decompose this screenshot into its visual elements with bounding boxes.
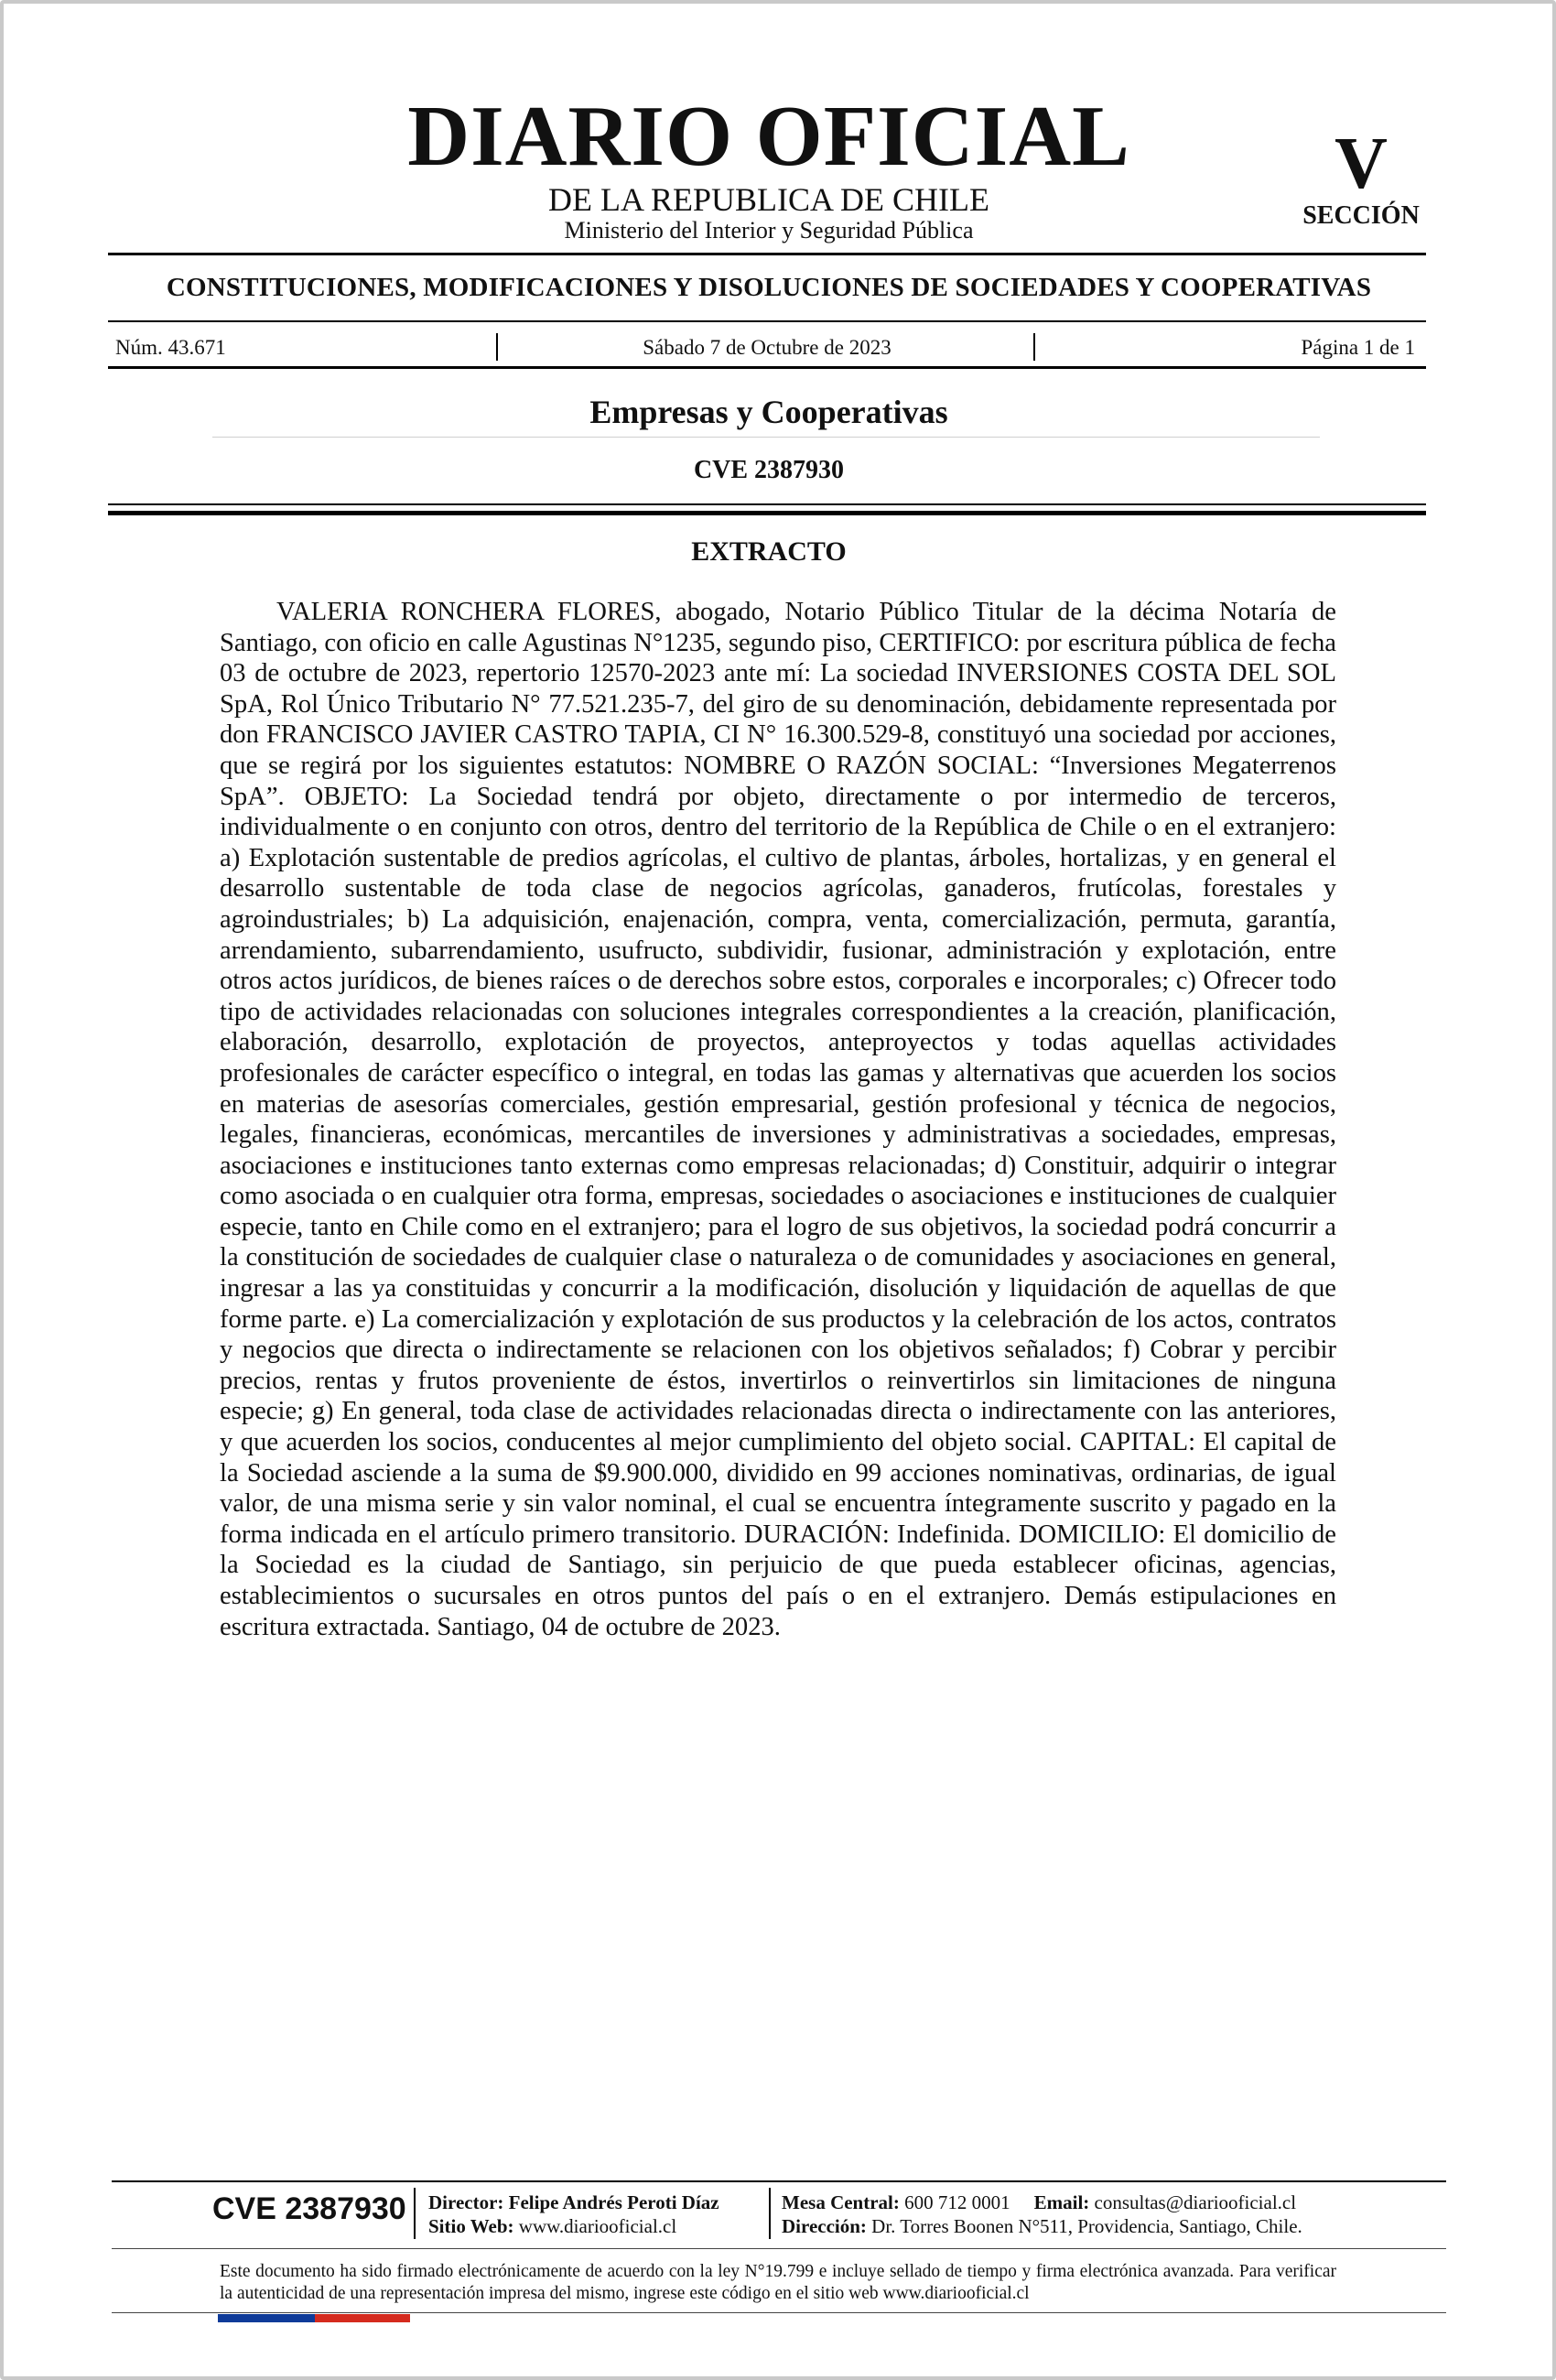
cve-code: CVE 2387930 xyxy=(693,456,845,484)
website-link[interactable]: www.diariooficial.cl xyxy=(518,2215,677,2237)
heading-underline xyxy=(212,437,1320,438)
phone-label: Mesa Central: xyxy=(782,2191,900,2213)
double-rule-bottom xyxy=(108,511,1426,515)
footer-director xyxy=(428,2193,719,2212)
category-rule xyxy=(108,320,1426,322)
double-rule-top xyxy=(108,503,1426,505)
legal-notice: Este documento ha sido firmado electrónicamente de acuerdo con la ley N°19.799 e incluye sellado de tiempo y firma electrónica avanzada. Para verificar la autenticidad de una representación impresa del mismo, ingrese este código en el sitio web www.diariooficial.cl xyxy=(220,2262,1336,2303)
newspaper-title: DIARIO OFICIAL xyxy=(407,89,1130,184)
footer-divider xyxy=(414,2188,416,2239)
address-value: Dr. Torres Boonen N°511, Providencia, Santiago, Chile. xyxy=(871,2215,1302,2237)
document-body: VALERIA RONCHERA FLORES, abogado, Notario Público Titular de la décima Notaría de Santiago, con oficio en calle Agustinas N°1235, segundo piso, CERTIFICO: por escritura pública de fecha 03 de octubre de 2023, repertorio 12570-2023 ante mí: La sociedad INVERSIONES COSTA DEL SOL SpA, Rol Único Tributario N° 77.521.235-7, del giro de su denominación, debidamente representada por don FRANCISCO JAVIER CASTRO TAPIA, CI N° 16.300.529-8, constituyó una sociedad por acciones, que se regirá por los siguientes estatutos: NOMBRE O RAZÓN SOCIAL: “Inversiones Megaterrenos SpA”. OBJETO: La Sociedad tendrá por objeto, directamente o por intermedio de terceros, individualmente o en conjunto con otros, dentro del territorio de la República de Chile o en el extranjero: a) Explotación sustentable de predios agrícolas, el cultivo de plantas, árboles, hortalizas, y en general el desarrollo sustentable de toda clase de negocios agrícolas, ganaderos, frutícolas, forestales y agroindustriales; b) La adquisición, enajenación, compra, venta, comercialización, permuta, garantía, arrendamiento, subarrendamiento, usufructo, subdividir, fusionar, administración y explotación, entre otros actos jurídicos, de bienes raíces o de derechos sobre estos, corporales e incorporales; c) Ofrecer todo tipo de actividades relacionadas con soluciones integrales correspondientes a la creación, planificación, elaboración, desarrollo, explotación de proyectos, anteproyectos y todas aquellas actividades profesionales de carácter específico o integral, en todas las gamas y alternativas que acuerden los socios en materias de asesorías comerciales, gestión empresarial, gestión profesional y técnica de negocios, legales, financieras, económicas, mercantiles de inversiones y administrativas a sociedades, empresas, asociaciones e instituciones tanto externas como empresas relacionadas; d) Constituir, adquirir o integrar como asociada o en cualquier otra forma, empresas, sociedades o asociaciones e instituciones de cualquier especie, tanto en Chile como en el extranjero; para el logro de sus objetivos, la sociedad podrá concurrir a la constitución de sociedades de cualquier clase o naturaleza o de comunidades y asociaciones en general, ingresar a las ya constituidas y concurrir a la modificación, disolución y liquidación de aquellas de que forme parte. e) La comercialización y explotación de sus productos y la celebración de los actos, contratos y negocios que directa o indirectamente se relacionen con los objetivos señalados; f) Cobrar y percibir precios, rentas y frutos proveniente de éstos, invertirlos o reinvertirlos sin limitaciones de ninguna especie; g) En general, toda clase de actividades relacionadas directa o indirectamente con las anteriores, y que acuerden los socios, conducentes al mejor cumplimiento del objeto social. CAPITAL: El capital de la Sociedad asciende a la suma de $9.900.000, dividido en 99 acciones nominativas, ordinarias, de igual valor, de una misma serie y sin valor nominal, el cual se encuentra íntegramente suscrito y pagado en la forma indicada en el artículo primero transitorio. DURACIÓN: Indefinida. DOMICILIO: El domicilio de la Sociedad es la ciudad de Santiago, sin perjuicio de que pueda establecer oficinas, agencias, establecimientos o sucursales en otros puntos del país o en el extranjero. Demás estipulaciones en escritura extractada. Santiago, 04 de octubre de 2023. xyxy=(220,598,1336,1641)
address-label: Dirección: xyxy=(782,2215,867,2237)
section-number: V xyxy=(1334,124,1388,204)
email-label: Email: xyxy=(1033,2191,1090,2213)
issue-page: Página 1 de 1 xyxy=(1301,336,1415,359)
masthead-rule xyxy=(108,253,1426,255)
email-link[interactable]: consultas@diariooficial.cl xyxy=(1094,2191,1297,2213)
issue-rule xyxy=(108,366,1426,369)
issue-date: Sábado 7 de Octubre de 2023 xyxy=(643,336,891,359)
website-label: Sitio Web: xyxy=(428,2215,514,2237)
flag-stripe-blue xyxy=(218,2314,315,2322)
footer-address xyxy=(782,2217,1302,2236)
flag-stripe-red xyxy=(315,2314,410,2322)
phone-value: 600 712 0001 xyxy=(904,2191,1010,2213)
issue-separator xyxy=(1033,333,1035,361)
director-label: Director: xyxy=(428,2191,504,2213)
document-heading: EXTRACTO xyxy=(691,536,847,567)
category-title: CONSTITUCIONES, MODIFICACIONES Y DISOLUCIONES DE SOCIEDADES Y COOPERATIVAS xyxy=(166,273,1372,302)
footer-website xyxy=(428,2217,676,2236)
issue-number: Núm. 43.671 xyxy=(115,336,226,359)
issue-separator xyxy=(496,333,498,361)
newspaper-subtitle: DE LA REPUBLICA DE CHILE xyxy=(548,181,989,218)
section-heading: Empresas y Cooperativas xyxy=(589,394,948,430)
footer-rule-middle xyxy=(112,2248,1446,2249)
footer-cve: CVE 2387930 xyxy=(212,2191,406,2226)
director-value: Felipe Andrés Peroti Díaz xyxy=(508,2191,719,2213)
ministry-line: Ministerio del Interior y Seguridad Pública xyxy=(564,217,974,243)
footer-contact xyxy=(782,2193,1296,2212)
footer-rule-top xyxy=(112,2180,1446,2182)
section-label: SECCIÓN xyxy=(1302,201,1420,230)
footer-rule-bottom xyxy=(112,2312,1446,2313)
footer-divider xyxy=(769,2188,771,2239)
